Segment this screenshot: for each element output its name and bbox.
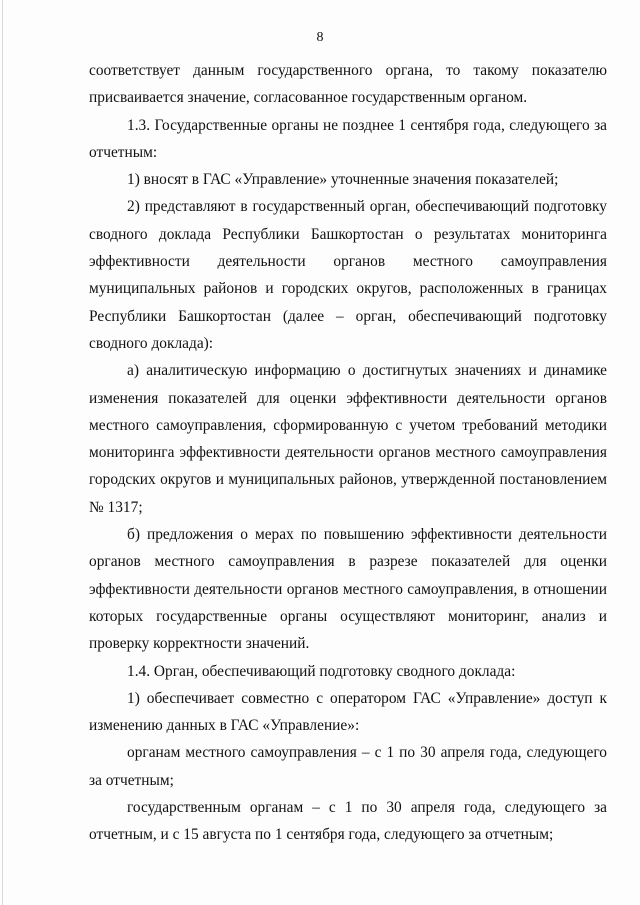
- paragraph: соответствует данным государственного органа, то такому показателю присваивается значение, согласованное государственным органом.: [89, 62, 607, 107]
- paragraph: 1) вносят в ГАС «Управление» уточненные значения показателей;: [127, 171, 559, 189]
- paragraph: 1) обеспечивает совместно с оператором ГАС «Управление» доступ к изменению данных в ГАС «Управление»:: [89, 689, 607, 735]
- document-body: [89, 57, 607, 849]
- paragraph: государственным органам – с 1 по 30 апреля года, следующего за отчетным, и с 15 августа по 1 сентября года, следующего за отчетным;: [89, 799, 607, 844]
- paragraph: 2) представляют в государственный орган, обеспечивающий подготовку сводного доклада Республики Башкортостан о результатах мониторинга эффективности деятельности органов местного самоуправления муниципальных районов и городских округов, расположенных в границах Республики Башкортостан (далее – орган, обеспечивающий подготовку сводного доклада):: [89, 198, 607, 352]
- page-number: 8: [316, 30, 324, 45]
- paragraph: органам местного самоуправления – с 1 по 30 апреля года, следующего за отчетным;: [89, 744, 607, 789]
- paragraph: 1.4. Орган, обеспечивающий подготовку сводного доклада:: [127, 662, 516, 680]
- paragraph: а) аналитическую информацию о достигнутых значениях и динамике изменения показателей для оценки эффективности деятельности органов местного самоуправления, сформированную с учетом требований методики мониторинга эффективности деятельности органов местного самоуправления городских округов и муниципальных районов, утвержденной постановлением № 1317;: [89, 362, 607, 516]
- paragraph: б) предложения о мерах по повышению эффективности деятельности органов местного самоуправления в разрезе показателей для оценки эффективности деятельности органов местного самоуправления, в отношении которых государственные органы осуществляют мониторинг, анализ и проверку корректности значений.: [89, 526, 607, 653]
- paragraph: 1.3. Государственные органы не позднее 1 сентября года, следующего за отчетным:: [89, 116, 607, 161]
